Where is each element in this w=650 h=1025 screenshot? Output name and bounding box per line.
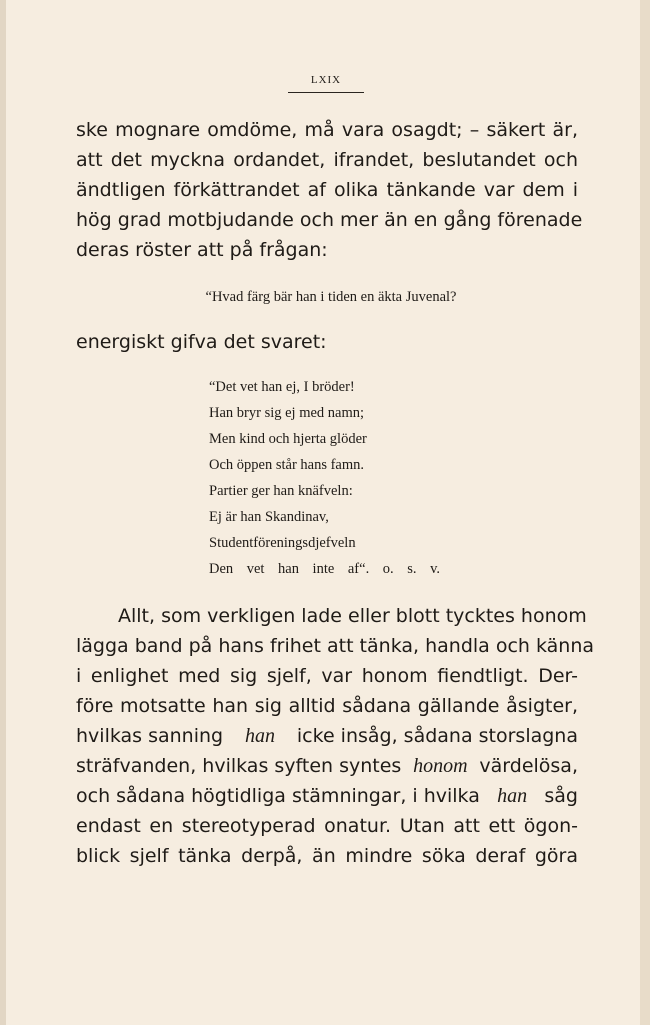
italic-han-2: han: [497, 785, 528, 807]
verse-line-7: Studentföreningsdjefveln: [209, 535, 356, 551]
page-edge-right: [640, 0, 650, 1025]
verse-line-6: Ej är han Skandinav,: [209, 509, 329, 525]
paragraph-2-line-9: blick sjelf tänka derpå, än mindre söka deraf göra: [76, 845, 578, 867]
italic-han-1: han: [245, 725, 275, 747]
paragraph-1-line-2: att det myckna ordandet, ifrandet, beslutandet och: [76, 149, 578, 171]
line-6-text-b: värdelösa,: [479, 755, 578, 777]
italic-honom: honom: [413, 755, 468, 777]
paragraph-1-line-1: ske mognare omdöme, må vara osagdt; – säkert är,: [76, 119, 578, 141]
quoted-question: “Hvad färg bär han i tiden en äkta Juvenal?: [205, 289, 457, 305]
page-number: LXIX: [310, 74, 342, 86]
verse-line-3: Men kind och hjerta glöder: [209, 431, 367, 447]
paragraph-2-line-5: [76, 723, 578, 749]
paragraph-1-line-3: ändtligen förkättrandet af olika tänkande var dem i: [76, 179, 578, 201]
paragraph-2-line-4: före motsatte han sig alltid sådana gällande åsigter,: [76, 695, 578, 717]
line-5-text-a: hvilkas sanning: [76, 725, 224, 747]
paragraph-2-line-6: [76, 753, 578, 779]
paragraph-1-line-4: hög grad motbjudande och mer än en gång förenade: [76, 209, 583, 231]
page-edge-left: [0, 0, 6, 1025]
verse-line-1: “Det vet han ej, I bröder!: [209, 379, 355, 395]
verse-line-4: Och öppen står hans famn.: [209, 457, 365, 473]
page-number-rule: [288, 92, 364, 93]
answer-intro-line: energiskt gifva det svaret:: [76, 331, 327, 353]
verse-line-5: Partier ger han knäfveln:: [209, 483, 353, 499]
paragraph-2-line-3: i enlighet med sig sjelf, var honom fiendtligt. Der-: [76, 665, 578, 687]
paragraph-2-line-8: endast en stereotyperad onatur. Utan att ett ögon-: [76, 815, 578, 837]
line-5-text-b: icke insåg, sådana storslagna: [296, 725, 578, 747]
line-7-text-a: och sådana högtidliga stämningar, i hvilka: [76, 785, 480, 807]
line-7-text-b: såg: [544, 785, 578, 807]
paragraph-2-line-2: lägga band på hans frihet att tänka, handla och känna: [76, 635, 595, 657]
verse-line-2: Han bryr sig ej med namn;: [209, 405, 365, 421]
verse-line-8: Den vet han inte af“. o. s. v.: [209, 561, 440, 577]
line-6-text-a: sträfvanden, hvilkas syften syntes: [76, 755, 402, 777]
paragraph-2-line-1: Allt, som verkligen lade eller blott tycktes honom: [118, 605, 587, 627]
paragraph-1-line-5: deras röster att på frågan:: [76, 239, 328, 261]
paragraph-2-line-7: [76, 783, 578, 809]
